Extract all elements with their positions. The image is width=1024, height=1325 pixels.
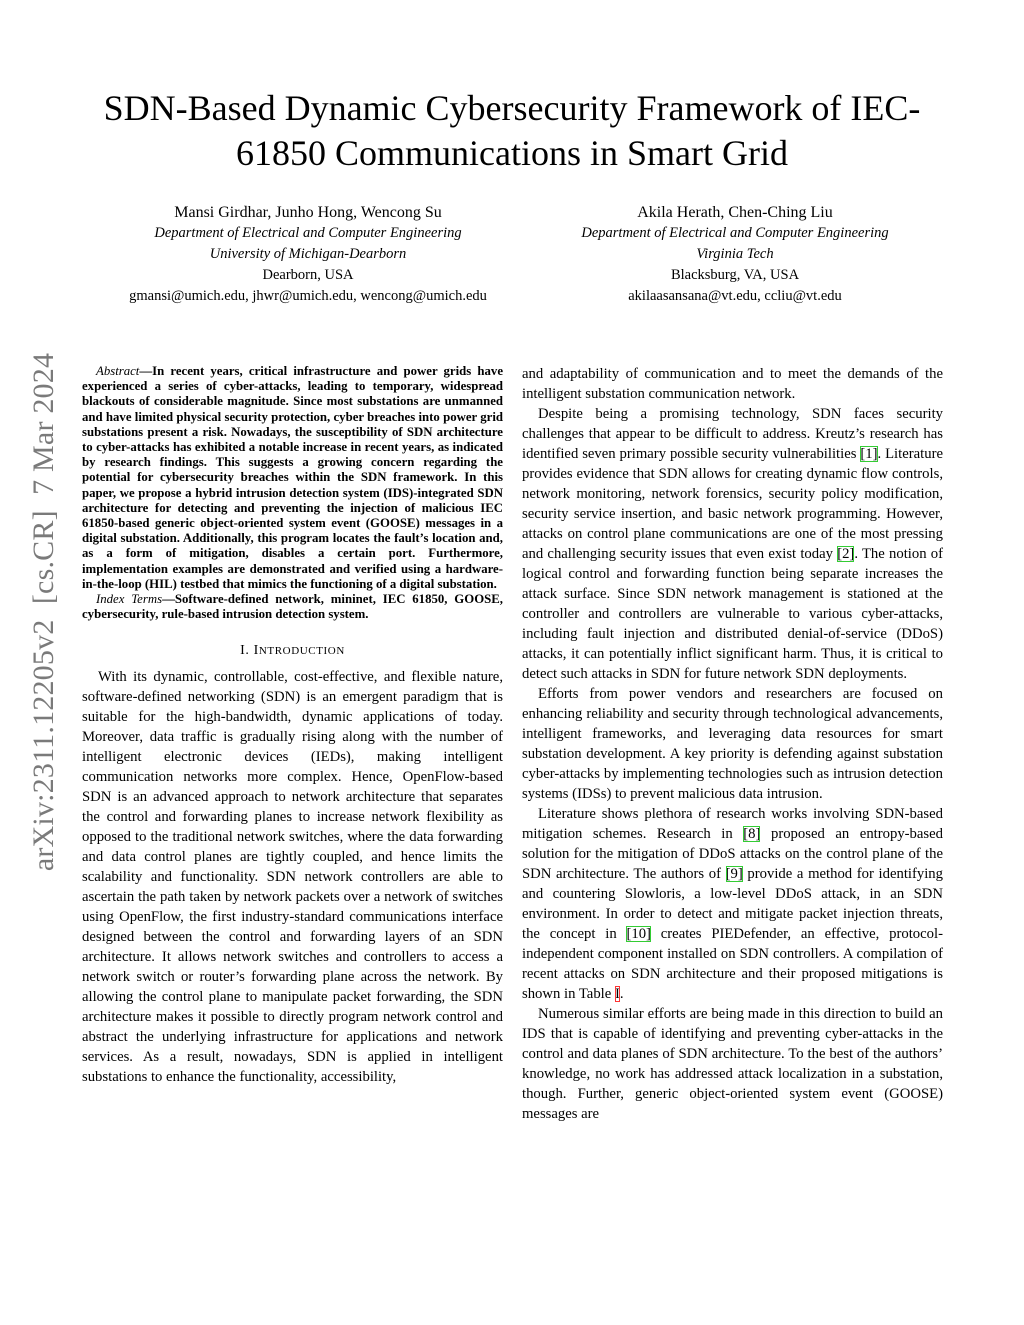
index-terms bbox=[82, 592, 503, 622]
abstract-label: Abstract bbox=[96, 364, 140, 378]
citation-link[interactable]: [2] bbox=[837, 546, 855, 562]
author-department: Department of Electrical and Computer Engineering bbox=[581, 225, 889, 241]
left-column bbox=[82, 364, 503, 1087]
citation-link[interactable]: [8] bbox=[743, 826, 761, 842]
right-paragraph-numerous: Numerous similar efforts are being made in this direction to build an IDS that is capable of identifying and preventing cyber-attacks in the control and data planes of SDN architecture. To the best of the authors’ knowledge, no work has addressed attack localization in a substation, though. Further, generic object-oriented system event (GOOSE) messages are bbox=[522, 1006, 943, 1122]
author-emails: akilaasansana@vt.edu, ccliu@vt.edu bbox=[628, 288, 842, 304]
author-city: Dearborn, USA bbox=[262, 267, 354, 283]
abstract-text: —In recent years, critical infrastructure and power grids have experienced a series of cyber-attacks, leading to temporary, widespread blackouts of considerable magnitude. Since most substations are unmanned and have limited physical security protection, cyber breaches into power grid substations present a risk. Nowadays, the susceptibility of SDN architecture to cyber-attacks has exhibited a notable increase in recent years, as indicated by research findings. This suggests a growing concern regarding the potential for cybersecurity breaches within the SDN framework. In this paper, we propose a hybrid intrusion detection system (IDS)-integrated SDN architecture for detecting and preventing the injection of malicious IEC 61850-based generic object-oriented system event (GOOSE) messages in a digital substation. Additionally, this program locates the fault’s location and, as a form of mitigation, disables a certain port. Furthermore, implementation examples are demonstrated and verified using a hardware-in-the-loop (HIL) testbed that mimics the functioning of a digital substation. bbox=[82, 364, 503, 591]
abstract bbox=[82, 364, 503, 592]
paper-title: SDN-Based Dynamic Cybersecurity Framework of IEC-61850 Communications in Smart Grid bbox=[103, 88, 921, 173]
author-emails: gmansi@umich.edu, jhwr@umich.edu, wencong@umich.edu bbox=[129, 288, 487, 304]
section-heading-introduction: I. INTRODUCTION bbox=[240, 643, 345, 659]
table-reference-link[interactable]: I bbox=[614, 986, 620, 1002]
author-names: Mansi Girdhar, Junho Hong, Wencong Su bbox=[174, 204, 442, 221]
author-city: Blacksburg, VA, USA bbox=[670, 267, 800, 283]
author-university: University of Michigan-Dearborn bbox=[209, 246, 407, 262]
right-paragraph-security: Despite being a promising technology, SDN faces security challenges that appear to be difficult to address. Kreutz’s research has identified seven primary possible security vulnerabilities [1]. Literature provides evidence that SDN allows for creating dynamic flow controls, network monitoring, network forensics, security policy modification, security service insertion, and basic network programming. However, attacks on control plane communications are one of the most pressing and challenging security issues that even exist today [2]. The notion of logical control and forwarding function being separate increases the attack surface. Since SDN network management is stationed at the controller and controllers are vulnerable to various cyber-attacks, including fault injection and distributed denial-of-service (DDoS) attacks, it can potentially inflict significant harm. Thus, it is critical to detect such attacks in SDN for future network SDN deployments. bbox=[522, 406, 943, 682]
index-terms-text: —Software-defined network, mininet, IEC 61850, GOOSE, cybersecurity, rule-based intrusion detection system. bbox=[82, 592, 503, 622]
arxiv-identifier: arXiv:2311.12205v2 [cs.CR] 7 Mar 2024 bbox=[27, 352, 60, 872]
right-column bbox=[522, 364, 943, 1124]
citation-link[interactable]: [10] bbox=[626, 926, 651, 942]
intro-paragraph-1: With its dynamic, controllable, cost-effective, and flexible nature, software-defined networking (SDN) is an emergent paradigm that is suitable for the high-bandwidth, dynamic applications of today. Moreover, data traffic is gradually rising along with the number of intelligent electronic devices (IEDs), making intelligent communication networks more complex. Hence, OpenFlow-based SDN is an advanced approach to network architecture that separates the control and forwarding planes to increase network flexibility as opposed to the traditional network switches, where the data forwarding and data control planes are tightly coupled, and hence limits the scalability and functionality. SDN network controllers are able to ascertain the path taken by network packets over a network of switches using OpenFlow, the first industry-standard communications interface designed between the control and forwarding layers of an SDN architecture. It allows network switches and controllers to access a network switch or router’s forwarding plane across the network. By allowing the control plane to manipulate packet forwarding, the SDN architecture makes it possible to directly program network control and abstract the underlying infrastructure for applications and network services. As a result, nowadays, SDN is applied in intelligent substations to enhance the functionality, accessibility, bbox=[82, 669, 503, 1086]
author-block-right bbox=[545, 202, 925, 307]
index-terms-label: Index Terms bbox=[96, 592, 163, 607]
author-university: Virginia Tech bbox=[696, 246, 774, 262]
author-names: Akila Herath, Chen-Ching Liu bbox=[637, 204, 833, 221]
right-paragraph-efforts: Efforts from power vendors and researchers are focused on enhancing reliability and security through technological advancements, intelligent frameworks, and leveraging data resources for smart substation development. A key priority is defending against substation cyber-attacks by implementing technologies such as intrusion detection systems (IDSs) to prevent malicious data intrusion. bbox=[522, 686, 943, 802]
right-paragraph-continuation: and adaptability of communication and to meet the demands of the intelligent substation communication network. bbox=[522, 366, 943, 402]
citation-link[interactable]: [1] bbox=[860, 446, 878, 462]
author-department: Department of Electrical and Computer Engineering bbox=[154, 225, 462, 241]
right-paragraph-literature: Literature shows plethora of research works involving SDN-based mitigation schemes. Research in [8] proposed an entropy-based solution for the mitigation of DDoS attacks on the control plane of the SDN architecture. The authors of [9] provide a method for identifying and countering Slowloris, a low-level DDoS attack, in an SDN environment. In order to detect and mitigate packet injection threats, the concept in [10] creates PIEDefender, an effective, protocol-independent component installed on SDN controllers. A compilation of recent attacks on SDN architecture and their proposed mitigations is shown in Table I. bbox=[522, 806, 943, 1002]
author-block-left bbox=[92, 202, 524, 307]
citation-link[interactable]: [9] bbox=[725, 866, 743, 882]
